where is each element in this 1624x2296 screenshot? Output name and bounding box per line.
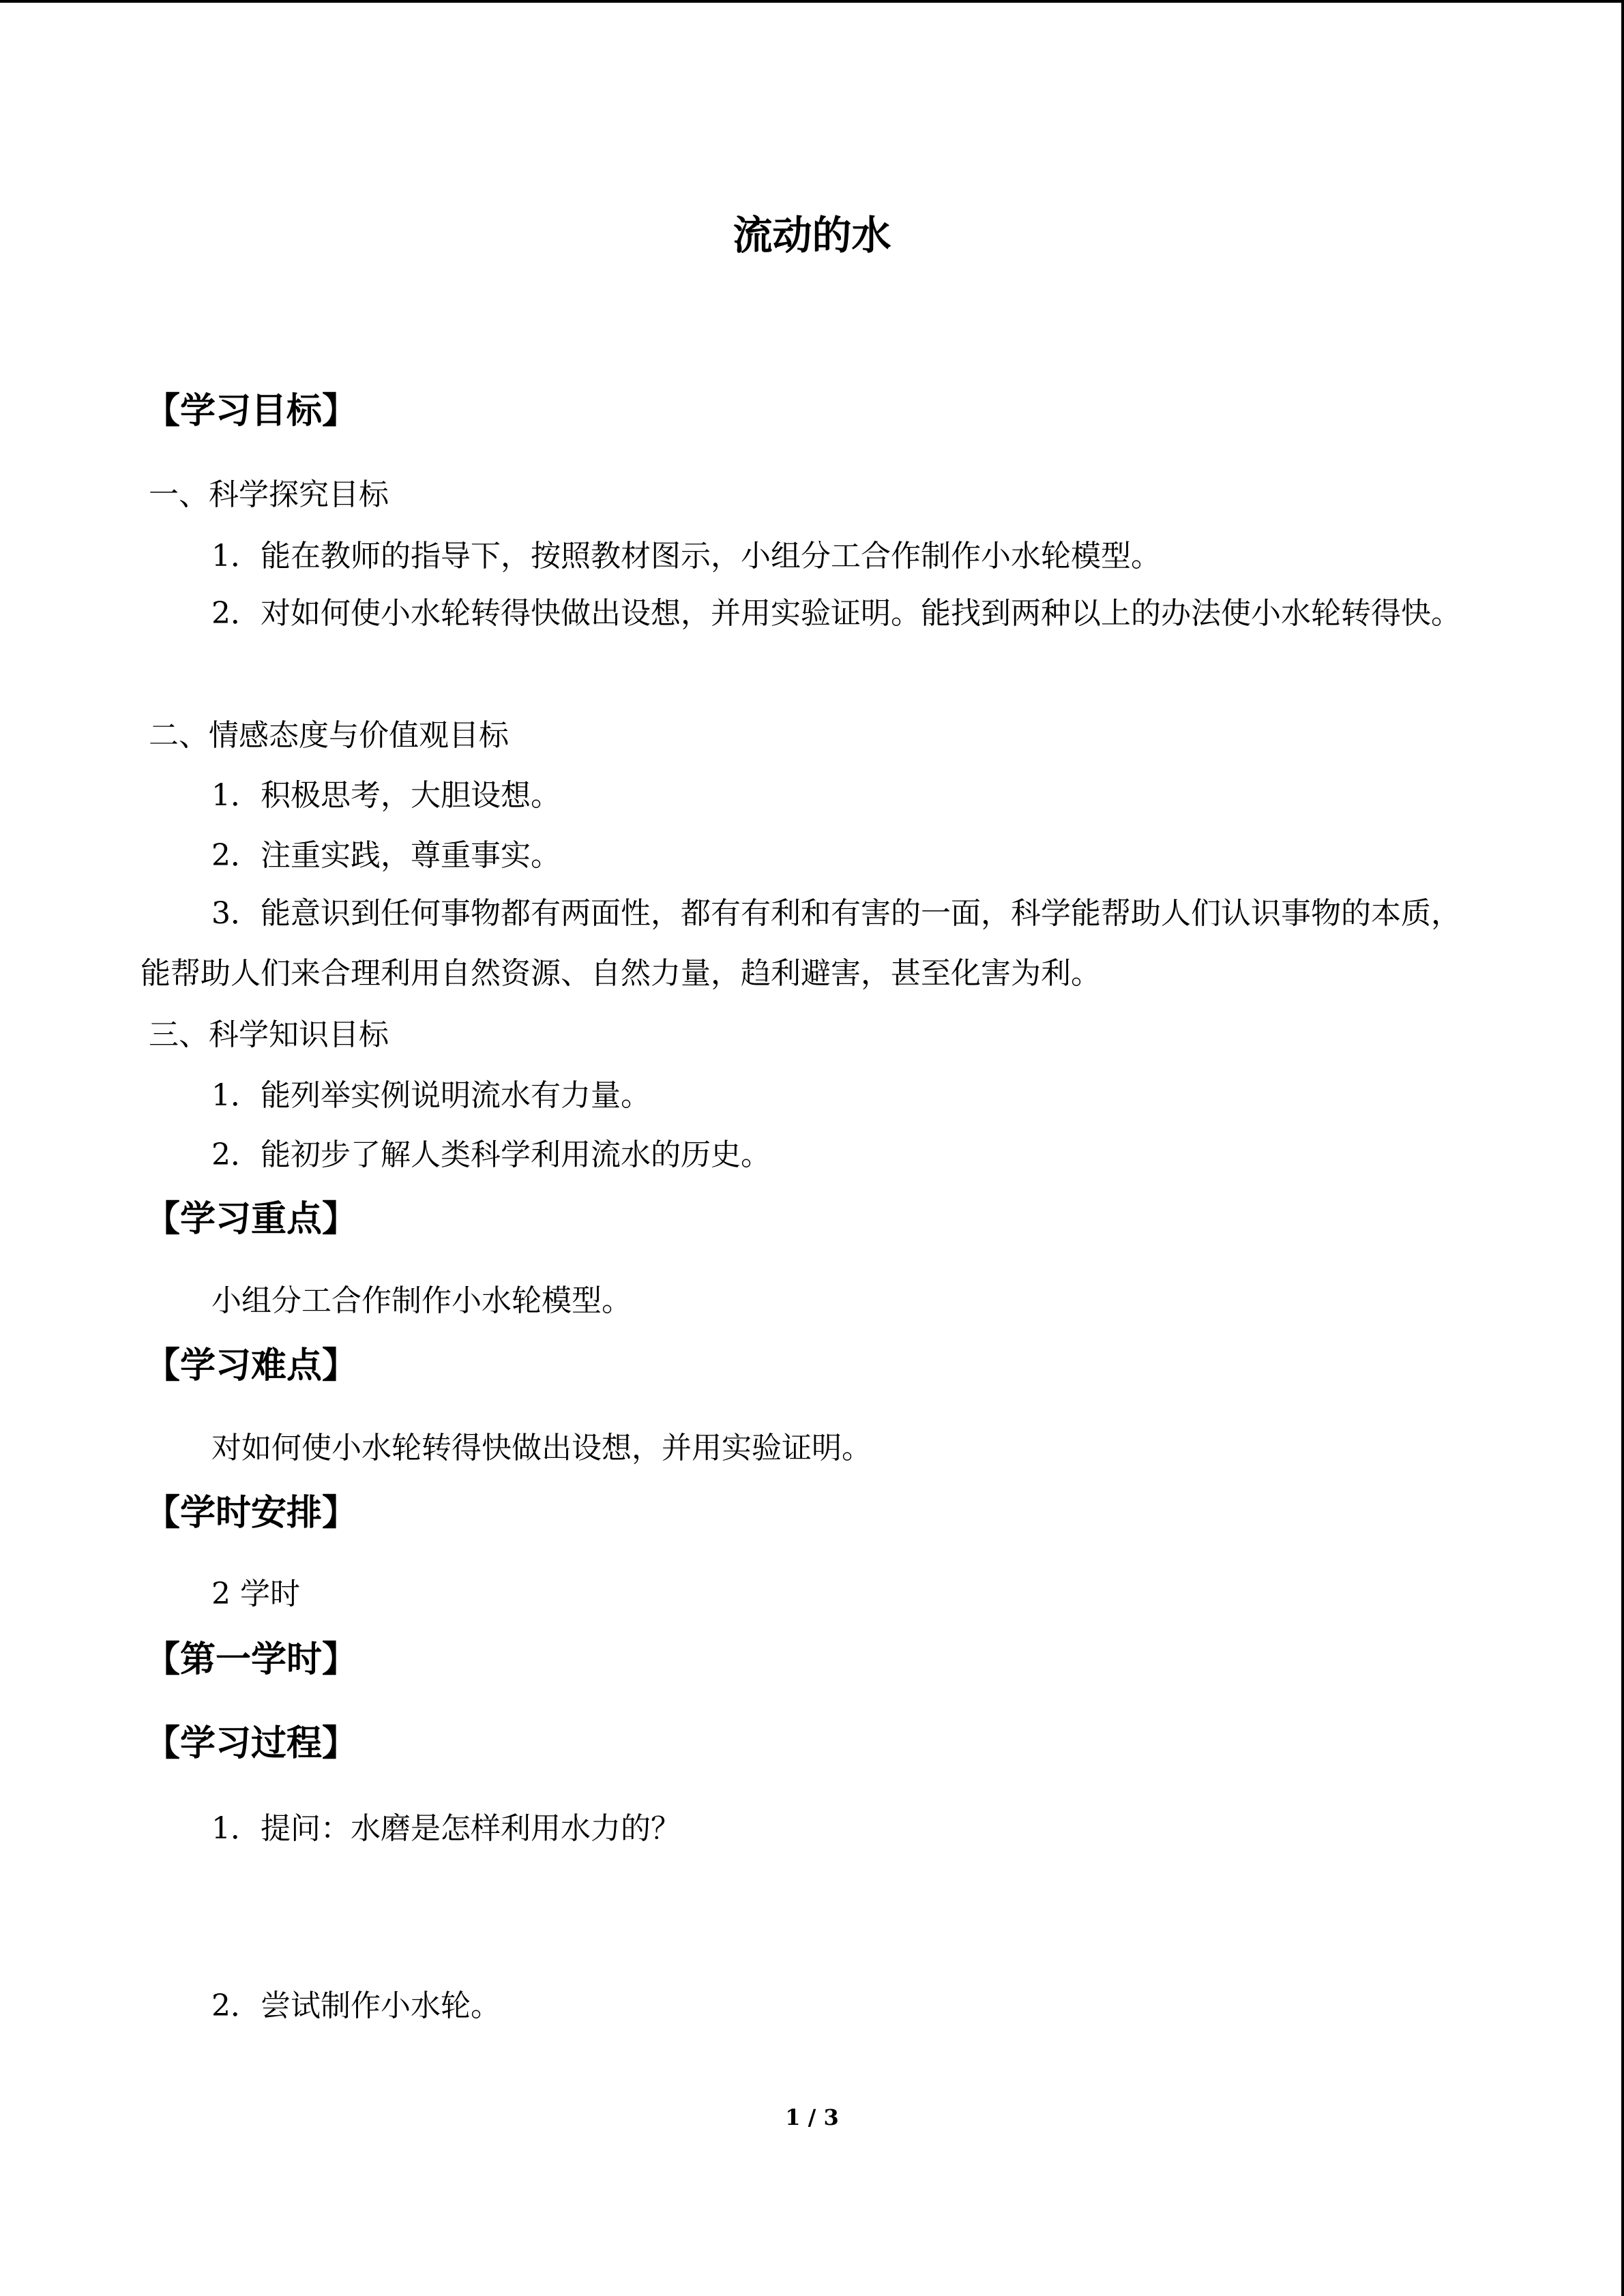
heading-schedule: 【学时安排】	[145, 1493, 358, 1534]
goal-item: 1．积极思考，大胆设想。	[211, 778, 561, 813]
subheading-science-inquiry: 一、科学探究目标	[149, 477, 389, 512]
process-item: 1．提问：水磨是怎样利用水力的？	[211, 1811, 681, 1846]
right-border	[1621, 0, 1624, 2296]
heading-first-period: 【第一学时】	[145, 1639, 358, 1680]
heading-learning-goals: 【学习目标】	[145, 391, 358, 432]
document-title: 流动的水	[733, 212, 891, 258]
goal-item-wrapped: 2．对如何使小水轮转得快做出设想，并用实验证明。能找到两种以上的办法使小水轮转得快。	[211, 596, 1461, 631]
process-item: 2．尝试制作小水轮。	[211, 1988, 501, 2023]
difficulty-text: 对如何使小水轮转得快做出设想，并用实验证明。	[211, 1431, 872, 1465]
goal-item: 1．能列举实例说明流水有力量。	[211, 1078, 651, 1113]
page-number: 1 / 3	[785, 2104, 839, 2130]
heading-difficulty: 【学习难点】	[145, 1345, 358, 1386]
subheading-science-knowledge: 三、科学知识目标	[149, 1017, 389, 1052]
subheading-attitude-values: 二、情感态度与价值观目标	[149, 718, 509, 753]
key-point-text: 小组分工合作制作小水轮模型。	[211, 1283, 632, 1318]
goal-item: 2．注重实践，尊重事实。	[211, 838, 561, 873]
schedule-text: 2 学时	[211, 1577, 300, 1611]
heading-key-point: 【学习重点】	[145, 1199, 358, 1240]
goal-item-wrapped: 3．能意识到任何事物都有两面性，都有有利和有害的一面，科学能帮助人们认识事物的本质，能帮助人们来合理利用自然资源、自然力量，趋利避害，甚至化害为利。	[141, 896, 1461, 991]
goal-item: 1．能在教师的指导下，按照教材图示，小组分工合作制作小水轮模型。	[211, 539, 1161, 573]
top-border	[0, 0, 1624, 3]
goal-item: 2．能初步了解人类科学利用流水的历史。	[211, 1137, 771, 1172]
heading-learning-process: 【学习过程】	[145, 1723, 358, 1764]
